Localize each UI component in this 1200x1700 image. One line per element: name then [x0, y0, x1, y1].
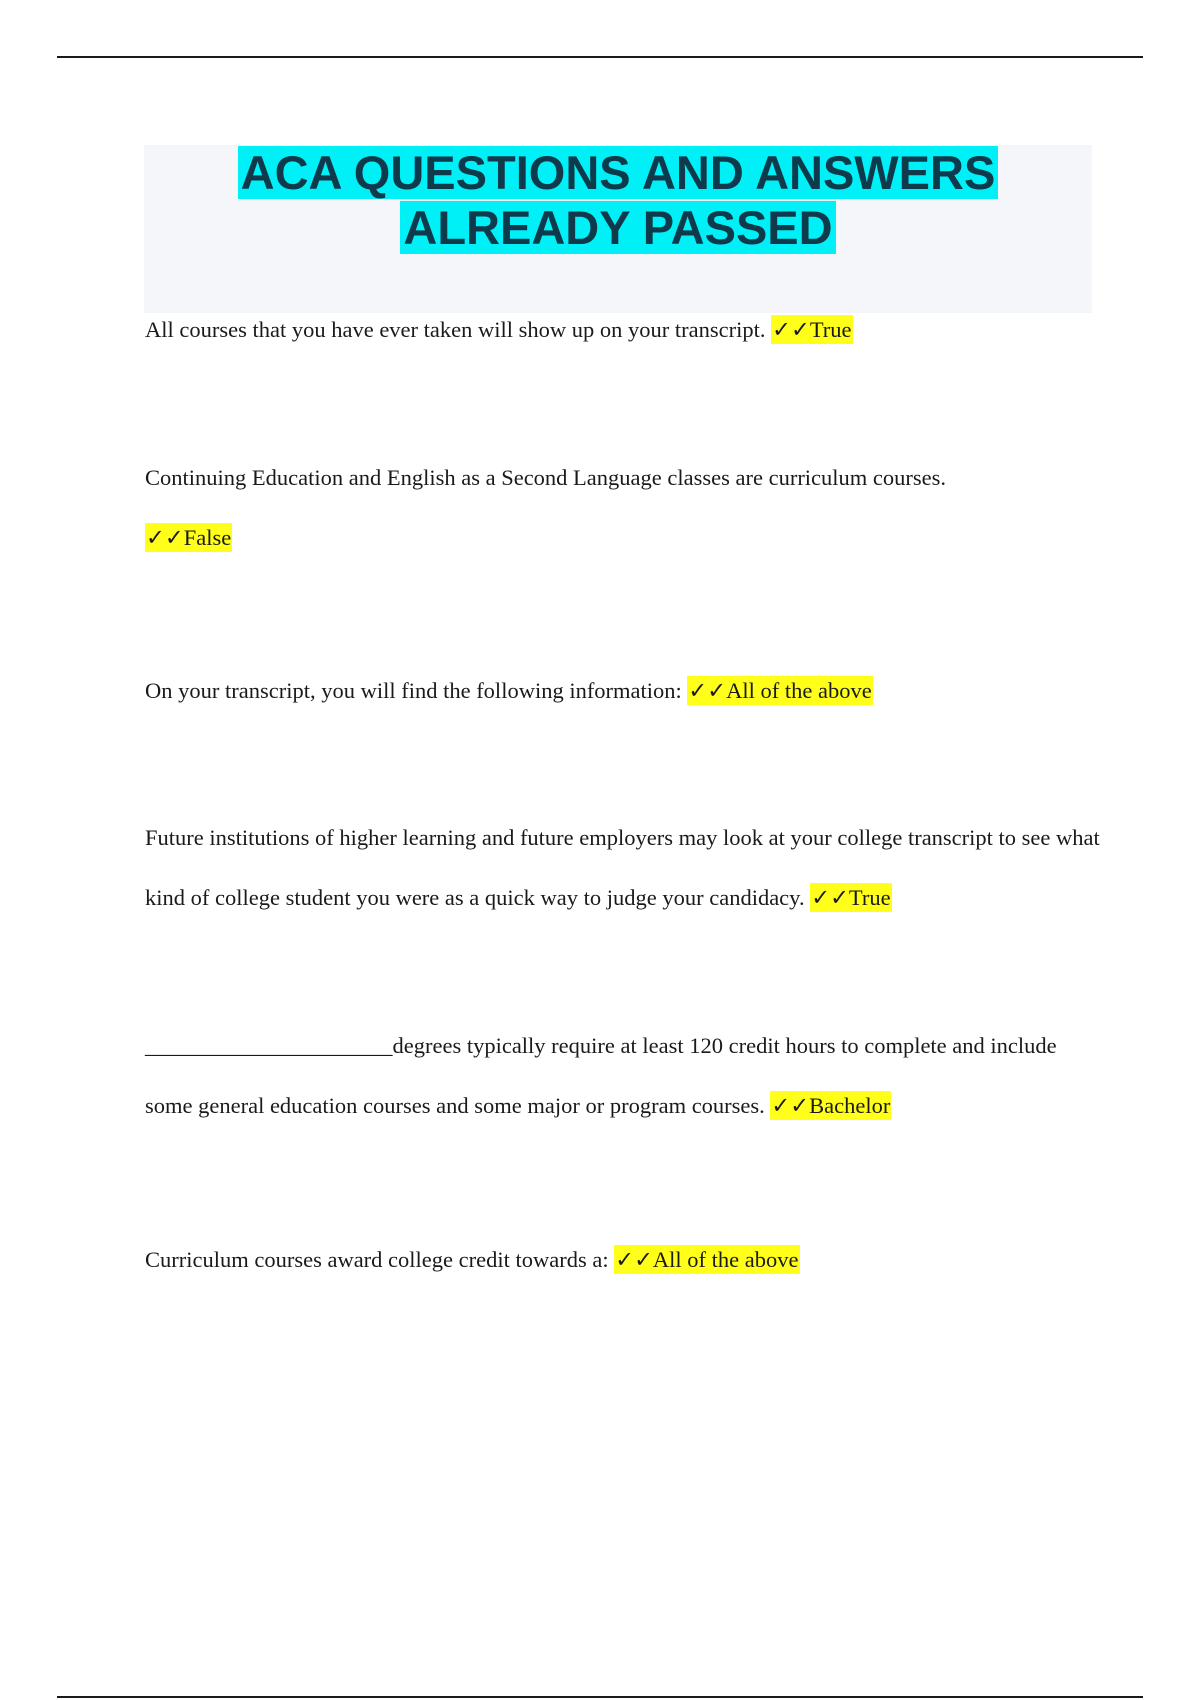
header-rule [57, 56, 1143, 58]
title-line-2: ALREADY PASSED [400, 201, 835, 254]
question-item [145, 448, 1105, 568]
document-title [144, 145, 1092, 255]
answer-text: ✓✓All of the above [615, 1247, 799, 1272]
answer-text: ✓✓Bachelor [771, 1093, 891, 1118]
question-item [145, 300, 1105, 360]
question-text: ______________________degrees typically require at least 120 credit hours to complete and include some general education courses and some major or program courses. [145, 1033, 1057, 1118]
question-text: All courses that you have ever taken will show up on your transcript. [145, 317, 766, 342]
question-item [145, 1230, 1105, 1290]
footer-rule [57, 1696, 1143, 1698]
question-text: Future institutions of higher learning and future employers may look at your college transcript to see what kind of college student you were as a quick way to judge your candidacy. [145, 825, 1100, 910]
answer-text: ✓✓False [146, 525, 232, 550]
question-text: Continuing Education and English as a Second Language classes are curriculum courses. [145, 465, 947, 490]
answer-text: ✓✓True [811, 885, 891, 910]
question-item [145, 1016, 1105, 1136]
answer-text: ✓✓All of the above [688, 678, 872, 703]
answer-text: ✓✓True [772, 317, 852, 342]
question-text: Curriculum courses award college credit towards a: [145, 1247, 609, 1272]
question-item [145, 808, 1105, 928]
question-text: On your transcript, you will find the following information: [145, 678, 682, 703]
title-line-1: ACA QUESTIONS AND ANSWERS [238, 146, 999, 199]
question-item [145, 661, 1105, 721]
